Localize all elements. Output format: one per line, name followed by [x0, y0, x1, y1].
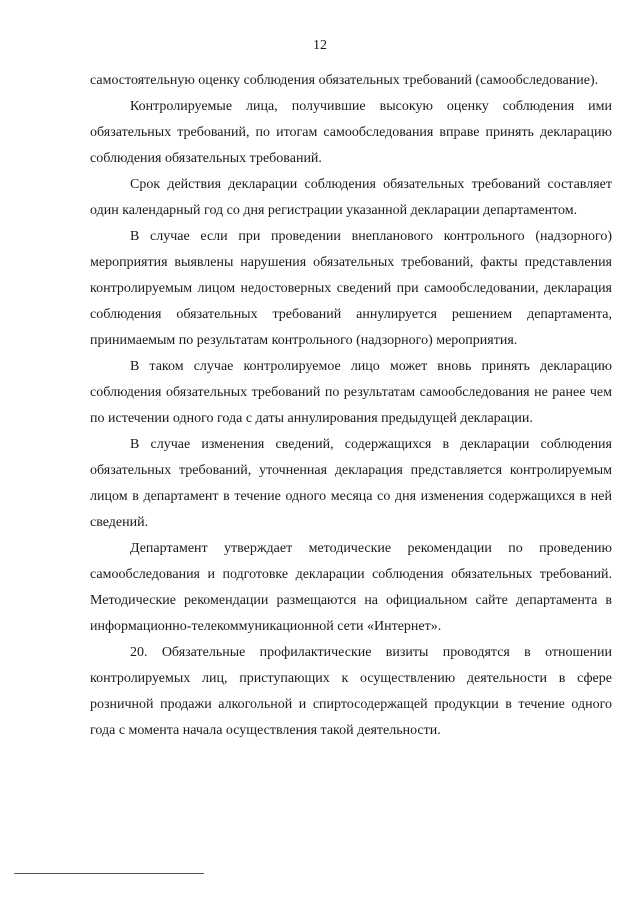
paragraph-declaration-reacceptance: В таком случае контролируемое лицо может вновь принять декларацию соблюдения обязательных требований по результатам самообследования не ранее чем по истечении одного года с даты аннулирования предыдущей декларации.	[90, 359, 612, 426]
paragraph-declaration-validity: Срок действия декларации соблюдения обязательных требований составляет один календарный год со дня регистрации указанной декларации департаментом.	[90, 177, 612, 218]
body-text	[90, 68, 612, 744]
paragraph-clause-20: 20. Обязательные профилактические визиты проводятся в отношении контролируемых лиц, приступающих к осуществлению деятельности в сфере розничной продажи алкогольной и спиртосодержащей продукции в течение одного года с момента начала осуществления такой деятельности.	[90, 645, 612, 738]
paragraph-declaration-acceptance: Контролируемые лица, получившие высокую оценку соблюдения ими обязательных требований, по итогам самообследования вправе принять декларацию соблюдения обязательных требований.	[90, 99, 612, 166]
paragraph-declaration-annulment: В случае если при проведении внепланового контрольного (надзорного) мероприятия выявлены нарушения обязательных требований, факты представления контролируемым лицом недостоверных сведений при самообследовании, декларация соблюдения обязательных требований аннулируется решением департамента, принимаемым по результатам контрольного (надзорного) мероприятия.	[90, 229, 612, 348]
footer-divider	[14, 873, 204, 874]
paragraph-declaration-update: В случае изменения сведений, содержащихся в декларации соблюдения обязательных требований, уточненная декларация представляется контролируемым лицом в департамент в течение одного месяца со дня изменения содержащихся в ней сведений.	[90, 437, 612, 530]
page-number: 12	[313, 38, 327, 53]
paragraph-continuation: самостоятельную оценку соблюдения обязательных требований (самообследование).	[90, 73, 599, 88]
paragraph-methodical-recommendations: Департамент утверждает методические рекомендации по проведению самообследования и подготовке декларации соблюдения обязательных требований. Методические рекомендации размещаются на официальном сайте департамента в информационно-телекоммуникационной сети «Интернет».	[90, 541, 612, 634]
